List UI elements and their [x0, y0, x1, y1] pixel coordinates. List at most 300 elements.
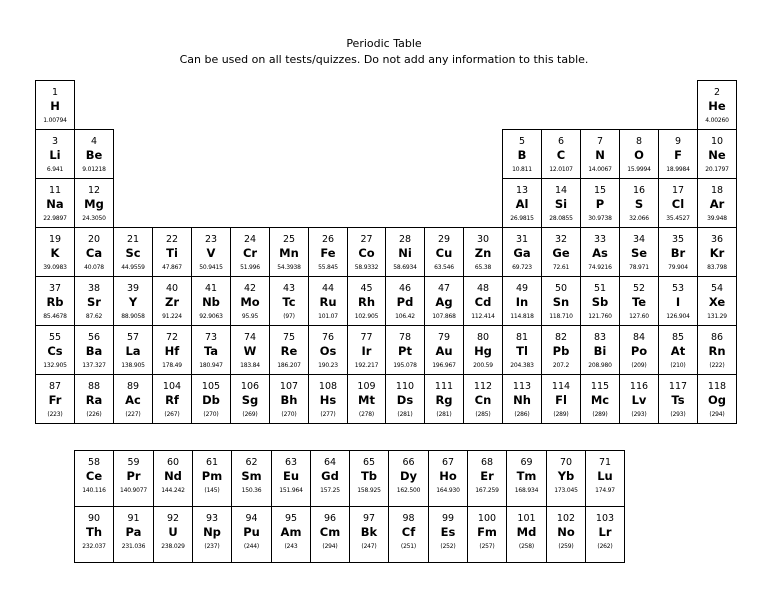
atomic-mass: 9.01218 [82, 166, 106, 173]
element-cell-cf [388, 506, 429, 563]
atomic-number: 15 [593, 185, 607, 196]
element-symbol: Rg [435, 393, 453, 407]
element-symbol: Pm [201, 469, 223, 483]
atomic-mass: 1.00794 [43, 117, 67, 124]
atomic-number: 32 [554, 234, 568, 245]
element-symbol: Zn [474, 246, 492, 260]
atomic-mass: 140.116 [82, 487, 106, 494]
atomic-number: 12 [87, 185, 101, 196]
element-symbol: Ts [671, 393, 685, 407]
atomic-number: 80 [476, 332, 490, 343]
atomic-mass: 39.0983 [43, 264, 67, 271]
element-symbol: Mt [358, 393, 375, 407]
element-cell-tc [269, 276, 309, 326]
atomic-mass: 10.811 [512, 166, 532, 173]
atomic-number: 10 [710, 136, 724, 147]
atomic-mass: 178.49 [162, 362, 182, 369]
element-cell-og [697, 374, 737, 424]
atomic-number: 37 [48, 283, 62, 294]
atomic-number: 50 [554, 283, 568, 294]
element-cell-ge [541, 227, 581, 277]
element-symbol: Mo [240, 295, 260, 309]
element-cell-pr [113, 450, 154, 507]
element-symbol: Dy [399, 469, 418, 483]
element-cell-au [424, 325, 464, 375]
element-symbol: Es [440, 525, 456, 539]
element-symbol: Sc [125, 246, 141, 260]
element-symbol: Y [128, 295, 138, 309]
atomic-mass: (209) [631, 362, 647, 369]
atomic-number: 53 [671, 283, 685, 294]
atomic-number: 11 [48, 185, 62, 196]
atomic-mass: (145) [204, 487, 220, 494]
atomic-number: 17 [671, 185, 685, 196]
page-title: Periodic Table [346, 37, 422, 50]
element-cell-be [74, 129, 114, 179]
atomic-mass: 140.9077 [119, 487, 148, 494]
element-symbol: Xe [708, 295, 726, 309]
atomic-mass: (270) [203, 411, 219, 418]
atomic-mass: 87.62 [85, 313, 103, 320]
atomic-mass: (258) [518, 543, 535, 550]
element-symbol: Hs [319, 393, 337, 407]
element-cell-bh [269, 374, 309, 424]
atomic-mass: 92.9063 [199, 313, 223, 320]
element-symbol: Ho [439, 469, 457, 483]
element-cell-zn [463, 227, 503, 277]
atomic-mass: 102.905 [354, 313, 379, 320]
element-cell-rb [35, 276, 75, 326]
element-cell-am [271, 506, 311, 563]
element-cell-al [502, 178, 542, 228]
atomic-number: 47 [437, 283, 451, 294]
element-symbol: Nd [164, 469, 182, 483]
element-cell-md [506, 506, 547, 563]
atomic-number: 70 [559, 457, 573, 468]
atomic-number: 64 [323, 457, 337, 468]
atomic-mass: 18.9984 [666, 166, 690, 173]
atomic-number: 104 [162, 381, 182, 392]
element-symbol: Nh [513, 393, 531, 407]
element-symbol: Ne [708, 148, 726, 162]
element-symbol: C [556, 148, 566, 162]
atomic-number: 63 [284, 457, 298, 468]
atomic-mass: (257) [479, 543, 495, 550]
atomic-mass: 72.61 [552, 264, 570, 271]
atomic-number: 22 [165, 234, 179, 245]
atomic-mass: (210) [670, 362, 686, 369]
atomic-number: 117 [668, 381, 688, 392]
atomic-mass: 74.9216 [588, 264, 612, 271]
element-cell-lr [585, 506, 625, 563]
element-symbol: Rn [708, 344, 726, 358]
atomic-number: 88 [87, 381, 101, 392]
element-cell-at [658, 325, 698, 375]
element-cell-pm [192, 450, 232, 507]
element-symbol: Ge [552, 246, 570, 260]
atomic-number: 73 [204, 332, 218, 343]
element-symbol: Tm [516, 469, 537, 483]
atomic-number: 83 [593, 332, 607, 343]
element-symbol: Ta [203, 344, 219, 358]
element-cell-np [192, 506, 232, 563]
atomic-mass: 58.6934 [393, 264, 417, 271]
element-cell-es [428, 506, 468, 563]
element-symbol: Ru [319, 295, 337, 309]
element-cell-y [113, 276, 153, 326]
element-symbol: Np [203, 525, 221, 539]
element-cell-db [191, 374, 231, 424]
element-cell-rn [697, 325, 737, 375]
atomic-number: 31 [515, 234, 529, 245]
element-symbol: W [243, 344, 257, 358]
atomic-mass: 127.60 [629, 313, 649, 320]
element-symbol: Gd [321, 469, 339, 483]
atomic-number: 103 [595, 513, 615, 524]
element-cell-pu [231, 506, 272, 563]
atomic-mass: 30.9738 [588, 215, 612, 222]
atomic-mass: (244) [243, 543, 260, 550]
atomic-mass: 63.546 [434, 264, 454, 271]
atomic-mass: 112.414 [471, 313, 495, 320]
element-symbol: Lr [598, 525, 612, 539]
element-symbol: Bh [280, 393, 298, 407]
atomic-mass: 107.868 [432, 313, 456, 320]
atomic-mass: (251) [400, 543, 417, 550]
element-symbol: La [125, 344, 141, 358]
element-symbol: Th [85, 525, 103, 539]
atomic-number: 90 [87, 513, 101, 524]
element-symbol: Tb [360, 469, 378, 483]
element-cell-fe [308, 227, 348, 277]
element-cell-sr [74, 276, 114, 326]
atomic-number: 7 [596, 136, 604, 147]
element-cell-sg [230, 374, 270, 424]
element-cell-nh [502, 374, 542, 424]
element-symbol: Br [670, 246, 686, 260]
element-symbol: Yb [557, 469, 575, 483]
atomic-mass: (97) [283, 313, 295, 320]
element-cell-eu [271, 450, 311, 507]
atomic-mass: 173.045 [554, 487, 578, 494]
atomic-number: 21 [126, 234, 140, 245]
atomic-number: 52 [632, 283, 646, 294]
atomic-mass: (293) [631, 411, 647, 418]
atomic-number: 61 [205, 457, 219, 468]
atomic-number: 66 [402, 457, 415, 468]
atomic-mass: 32.066 [629, 215, 649, 222]
element-cell-li [35, 129, 75, 179]
element-symbol: Si [554, 197, 568, 211]
element-symbol: H [50, 99, 60, 113]
element-cell-mn [269, 227, 309, 277]
atomic-number: 23 [204, 234, 218, 245]
atomic-mass: 231.036 [121, 543, 146, 550]
atomic-mass: 35.4527 [666, 215, 690, 222]
atomic-mass: 4.00260 [705, 117, 729, 124]
atomic-mass: 131.29 [707, 313, 727, 320]
atomic-number: 27 [360, 234, 373, 245]
atomic-mass: 22.9897 [43, 215, 67, 222]
element-symbol: Ca [85, 246, 103, 260]
element-symbol: Lu [597, 469, 613, 483]
element-symbol: Cm [319, 525, 341, 539]
element-cell-te [619, 276, 659, 326]
atomic-number: 13 [515, 185, 529, 196]
atomic-mass: 150.36 [241, 487, 262, 494]
element-symbol: Fl [555, 393, 567, 407]
atomic-number: 100 [477, 513, 497, 524]
element-symbol: Pd [396, 295, 414, 309]
element-symbol: Kr [709, 246, 725, 260]
atomic-number: 99 [441, 513, 455, 524]
element-symbol: I [675, 295, 681, 309]
element-cell-mg [74, 178, 114, 228]
element-cell-cm [310, 506, 350, 563]
atomic-mass: 83.798 [707, 264, 727, 271]
atomic-number: 118 [707, 381, 727, 392]
atomic-number: 84 [632, 332, 646, 343]
atomic-mass: (247) [361, 543, 377, 550]
atomic-number: 46 [398, 283, 412, 294]
atomic-mass: 200.59 [473, 362, 493, 369]
element-cell-cl [658, 178, 698, 228]
atomic-number: 25 [282, 234, 296, 245]
element-cell-mo [230, 276, 270, 326]
element-cell-ce [74, 450, 114, 507]
element-symbol: Ar [709, 197, 725, 211]
atomic-mass: (227) [125, 411, 141, 418]
element-symbol: Al [515, 197, 529, 211]
atomic-mass: (226) [86, 411, 102, 418]
atomic-mass: (259) [558, 543, 574, 550]
atomic-number: 16 [632, 185, 646, 196]
element-cell-la [113, 325, 153, 375]
atomic-number: 87 [48, 381, 62, 392]
element-cell-cr [230, 227, 270, 277]
element-symbol: Cs [47, 344, 63, 358]
element-symbol: Er [480, 469, 494, 483]
atomic-number: 76 [321, 332, 335, 343]
atomic-number: 106 [240, 381, 260, 392]
atomic-number: 110 [395, 381, 415, 392]
atomic-number: 28 [398, 234, 412, 245]
atomic-number: 1 [51, 87, 59, 98]
element-cell-tl [502, 325, 542, 375]
atomic-mass: 28.0855 [549, 215, 573, 222]
atomic-number: 94 [245, 513, 258, 524]
atomic-number: 75 [282, 332, 296, 343]
atomic-number: 108 [318, 381, 338, 392]
element-cell-ir [347, 325, 386, 375]
atomic-mass: 58.9332 [354, 264, 379, 271]
element-cell-co [347, 227, 386, 277]
element-cell-fr [35, 374, 75, 424]
atomic-number: 24 [243, 234, 257, 245]
element-cell-w [230, 325, 270, 375]
element-cell-ho [428, 450, 468, 507]
element-cell-he [697, 80, 737, 130]
element-cell-b [502, 129, 542, 179]
element-symbol: Mg [84, 197, 104, 211]
atomic-number: 98 [402, 513, 415, 524]
atomic-number: 78 [398, 332, 412, 343]
element-cell-o [619, 129, 659, 179]
element-symbol: Hf [164, 344, 180, 358]
element-cell-mc [580, 374, 620, 424]
atomic-number: 79 [437, 332, 451, 343]
atomic-number: 89 [126, 381, 140, 392]
element-symbol: K [50, 246, 60, 260]
atomic-mass: 114.818 [510, 313, 534, 320]
element-cell-n [580, 129, 620, 179]
atomic-mass: 195.078 [393, 362, 417, 369]
atomic-number: 38 [87, 283, 101, 294]
element-cell-re [269, 325, 309, 375]
element-symbol: N [595, 148, 605, 162]
atomic-mass: (294) [322, 543, 338, 550]
element-symbol: Zr [164, 295, 179, 309]
page-subtitle: Can be used on all tests/quizzes. Do not add any information to this table. [179, 53, 589, 66]
element-cell-rg [424, 374, 464, 424]
element-symbol: No [557, 525, 575, 539]
element-cell-os [308, 325, 348, 375]
element-cell-ti [152, 227, 192, 277]
atomic-mass: (252) [440, 543, 456, 550]
atomic-mass: (262) [597, 543, 613, 550]
atomic-mass: 132.905 [43, 362, 67, 369]
atomic-mass: 168.934 [514, 487, 539, 494]
atomic-number: 36 [710, 234, 724, 245]
atomic-mass: 232.037 [82, 543, 106, 550]
element-symbol: Ac [125, 393, 141, 407]
element-symbol: Md [516, 525, 537, 539]
atomic-number: 48 [476, 283, 490, 294]
atomic-number: 77 [360, 332, 373, 343]
atomic-mass: 88.9058 [121, 313, 145, 320]
element-symbol: Nb [202, 295, 220, 309]
atomic-number: 55 [48, 332, 62, 343]
element-cell-hs [308, 374, 348, 424]
atomic-number: 115 [590, 381, 610, 392]
element-symbol: Ag [435, 295, 453, 309]
atomic-mass: 106.42 [395, 313, 415, 320]
element-cell-gd [310, 450, 350, 507]
atomic-mass: 65.38 [474, 264, 492, 271]
atomic-mass: (281) [436, 411, 452, 418]
atomic-mass: 47.867 [162, 264, 182, 271]
element-cell-sc [113, 227, 153, 277]
atomic-number: 43 [282, 283, 296, 294]
atomic-mass: 151.964 [279, 487, 303, 494]
atomic-mass: 118.710 [549, 313, 573, 320]
atomic-number: 34 [632, 234, 646, 245]
atomic-mass: 121.760 [588, 313, 612, 320]
element-cell-ag [424, 276, 464, 326]
element-cell-k [35, 227, 75, 277]
atomic-mass: 238.029 [161, 543, 185, 550]
element-symbol: Cu [435, 246, 453, 260]
element-symbol: Os [319, 344, 337, 358]
element-symbol: Lv [631, 393, 647, 407]
atomic-number: 40 [165, 283, 179, 294]
element-symbol: Sm [241, 469, 262, 483]
element-symbol: Pa [125, 525, 142, 539]
atomic-mass: 95.95 [241, 313, 259, 320]
element-cell-as [580, 227, 620, 277]
atomic-number: 105 [201, 381, 221, 392]
element-cell-cu [424, 227, 464, 277]
atomic-mass: (293) [670, 411, 686, 418]
atomic-number: 74 [243, 332, 257, 343]
element-cell-ba [74, 325, 114, 375]
element-cell-ga [502, 227, 542, 277]
element-cell-i [658, 276, 698, 326]
element-cell-tm [506, 450, 547, 507]
element-symbol: V [206, 246, 216, 260]
atomic-mass: 51.996 [240, 264, 260, 271]
element-cell-po [619, 325, 659, 375]
atomic-number: 72 [165, 332, 179, 343]
element-symbol: Sb [591, 295, 609, 309]
atomic-mass: 44.9559 [121, 264, 145, 271]
element-cell-no [546, 506, 586, 563]
atomic-mass: 69.723 [512, 264, 532, 271]
element-symbol: Db [202, 393, 220, 407]
atomic-mass: (278) [358, 411, 375, 418]
atomic-number: 41 [204, 283, 218, 294]
atomic-number: 93 [205, 513, 219, 524]
atomic-mass: 138.905 [121, 362, 145, 369]
element-symbol: Ga [513, 246, 531, 260]
element-symbol: Co [358, 246, 375, 260]
atomic-mass: 40.078 [84, 264, 104, 271]
atomic-mass: 79.904 [668, 264, 688, 271]
element-symbol: Te [631, 295, 647, 309]
element-symbol: Pu [243, 525, 260, 539]
element-cell-th [74, 506, 114, 563]
atomic-number: 39 [126, 283, 140, 294]
element-cell-ta [191, 325, 231, 375]
atomic-number: 112 [473, 381, 493, 392]
element-symbol: Ti [166, 246, 178, 260]
atomic-mass: 183.84 [240, 362, 260, 369]
atomic-number: 6 [557, 136, 565, 147]
element-cell-lv [619, 374, 659, 424]
atomic-mass: 6.941 [46, 166, 64, 173]
atomic-number: 92 [166, 513, 180, 524]
element-symbol: Cr [242, 246, 258, 260]
atomic-mass: 192.217 [354, 362, 379, 369]
atomic-mass: 186.207 [277, 362, 301, 369]
element-cell-cn [463, 374, 503, 424]
atomic-number: 3 [51, 136, 59, 147]
atomic-number: 14 [554, 185, 568, 196]
atomic-mass: 158.925 [357, 487, 381, 494]
atomic-number: 57 [126, 332, 140, 343]
atomic-number: 9 [674, 136, 682, 147]
element-symbol: Am [280, 525, 302, 539]
element-symbol: Cf [401, 525, 416, 539]
element-cell-tb [349, 450, 389, 507]
element-cell-s [619, 178, 659, 228]
element-symbol: Fe [320, 246, 336, 260]
atomic-number: 35 [671, 234, 685, 245]
atomic-mass: 55.845 [318, 264, 338, 271]
atomic-number: 54 [710, 283, 724, 294]
element-cell-ru [308, 276, 348, 326]
element-symbol: Ra [85, 393, 103, 407]
